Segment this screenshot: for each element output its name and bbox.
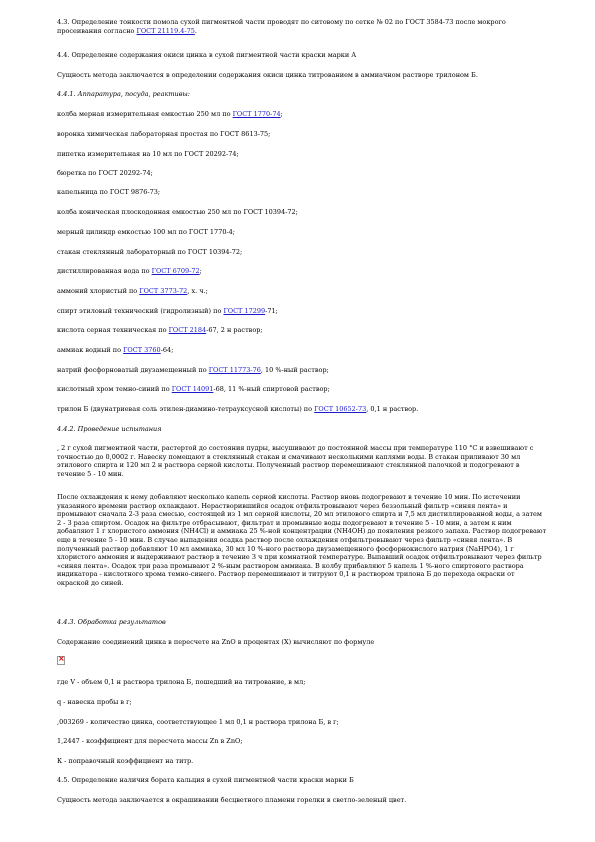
text: -68, 11 %-ный спиртовой раствор; [213,385,330,393]
paragraph-method: Сущность метода заключается в определении содержания окиси цинка титрованием в аммиачном растворе трилоном Б. [57,71,478,79]
text: ; [199,267,202,275]
list-item [57,110,547,119]
gost-link[interactable]: ГОСТ 1770-74 [232,110,281,118]
list-item [57,267,547,276]
text: -67, 2 н раствор; [206,326,263,334]
text: -64; [160,346,174,354]
text: натрий фосфорноватый двузамещенный по [57,366,209,374]
list-item [57,385,547,394]
text: дистиллированная вода по [57,267,152,275]
text: аммиак водный по [57,346,124,354]
text: , 10 %-ный раствор; [260,366,329,374]
list-item: бюретка по ГОСТ 20292-74; [57,169,153,177]
gost-link[interactable]: ГОСТ 14091 [171,385,214,393]
text: колба мерная измерительная емкостью 250 мл по [57,110,233,118]
paragraph-4-5-method: Сущность метода заключается в окрашивании бесцветного пламени горелки в светло-зеленый цвет. [57,796,407,804]
list-item [57,346,547,355]
paragraph-formula-intro: Содержание соединений цинка в пересчете на ZnO в процентах (X) вычисляют по формуле [57,638,375,646]
gost-link[interactable]: ГОСТ 21119.4-75 [136,26,195,35]
text: , х. ч.; [187,287,208,295]
definition-q: q - навеска пробы в г; [57,698,132,706]
text: , 0,1 н раствор. [366,405,419,413]
paragraph-procedure: , 2 г сухой пигментной части, растертой до состояния пудры, высушивают до постоянной массы при температуре 110 °С и взвешивают с точностью до 0,0002 г. Навеску помещают в стеклянный стакан и смачивают несколькими каплями воды. В стакан приливают 30 мл этилового спирта и 120 мл 2 н раствора серной кислоты. Полученный раствор перемешивают стеклянной палочкой и подогревают в течение 5 - 10 мин. [57,444,534,478]
list-item: стакан стеклянный лабораторный по ГОСТ 10394-72; [57,248,243,256]
text: кислота серная техническая по [57,326,169,334]
list-item: колба коническая плоскодонная емкостью 250 мл по ГОСТ 10394-72; [57,208,298,216]
heading-4-4-2: 4.4.2. Проведение испытания [57,425,162,433]
text: ; [280,110,283,118]
definition-coef-zno: 1,2447 - коэффициент для пересчета массы Zn в ZnO; [57,737,243,745]
text: кислотный хром темно-синий по [57,385,172,393]
paragraph-procedure-cont: После охлаждения к нему добавляют несколько капель серной кислоты. Раствор вновь подогревают в течение 10 мин. По истечении указанного времени раствор охлаждают. Нерастворившийся осадок отфильтровывают через беззольный фильтр «синяя лента» и промывают сначала 2-3 раза смесью, состоящей из 1 мл серной кислоты, 20 мл этилового спирта и 7,5 мл дистиллированной воды, а затем 2 - 3 раза спиртом. Осадок на фильтре отбрасывают, фильтрат и промывные воды подогревают в течение 5 - 10 мин, а затем к ним добавляют 1 г хлористого аммония (NH4Cl) и аммиака 25 %-ной концентрации (NH4OH) до появления резкого запаха. Раствор подогревают еще в течение 5 - 10 мин. В случае выпадения осадка раствор после охлаждения отфильтровывают через фильтр «синяя лента». В полученный раствор добавляют 10 мл аммиака, 30 мл 10 %-ного раствора двузамещенного фосфорнокислого натрия (NaHPO4), 1 г хлористого аммония и выдерживают раствор в течение 3 ч при комнатной температуре. Выпавший осадок отфильтровывают через фильтр «синяя лента». Осадок три раза промывают 2 %-ным раствором аммиака. В колбу прибавляют 5 капель 1 %-ного спиртового раствора индикатора - кислотного хрома темно-синего. Раствор перемешивают и титруют 0,1 н раствором трилона Б до перехода окраски от окраской до синей. [57,493,547,587]
heading-4-4: 4.4. Определение содержания окиси цинка в сухой пигментной части краски марки А [57,51,357,59]
broken-image-icon [57,656,65,665]
definition-coef-zinc: ,003269 - количество цинка, соответствующее 1 мл 0,1 н раствора трилона Б, в г; [57,718,339,726]
gost-link[interactable]: ГОСТ 11773-76 [208,366,261,374]
text: 4.3. Определение тонкости помола сухой пигментной части проводят по ситовому по сетке № 02 по ГОСТ 3584-73 после мокрого просеивания согласно [57,18,506,35]
text: -71; [265,307,278,315]
gost-link[interactable]: ГОСТ 3773-72 [139,287,188,295]
list-item: пипетка измерительная на 10 мл по ГОСТ 20292-74; [57,150,239,158]
list-item: мерный цилиндр емкостью 100 мл по ГОСТ 1770-4; [57,228,235,236]
text: трилон Б (двунатриевая соль этилен-диамино-тетрауксусной кислоты) по [57,405,315,413]
paragraph-4-3 [57,18,547,35]
list-item: капельница по ГОСТ 9876-73; [57,188,161,196]
definition-k: К - поправочный коэффициент на титр. [57,757,194,765]
heading-4-4-3: 4.4.3. Обработка результатов [57,618,166,626]
heading-4-4-1: 4.4.1. Аппаратура, посуда, реактивы: [57,90,190,98]
list-item: воронка химическая лабораторная простая по ГОСТ 8613-75; [57,130,271,138]
gost-link[interactable]: ГОСТ 17299 [223,307,266,315]
list-item [57,326,547,335]
text: аммоний хлористый по [57,287,140,295]
gost-link[interactable]: ГОСТ 6709-72 [151,267,200,275]
list-item [57,366,547,375]
gost-link[interactable]: ГОСТ 3760 [123,346,161,354]
gost-link[interactable]: ГОСТ 2184 [168,326,207,334]
text: спирт этиловый технический (гидролизный) по [57,307,224,315]
text: . [194,26,197,35]
gost-link[interactable]: ГОСТ 10652-73 [314,405,367,413]
list-item [57,307,547,316]
heading-4-5: 4.5. Определение наличия бората кальция в сухой пигментной части краски марки Б [57,776,354,784]
list-item [57,405,547,414]
definition-v: где V - объем 0,1 н раствора трилона Б, пошедший на титрование, в мл; [57,678,306,686]
list-item [57,287,547,296]
